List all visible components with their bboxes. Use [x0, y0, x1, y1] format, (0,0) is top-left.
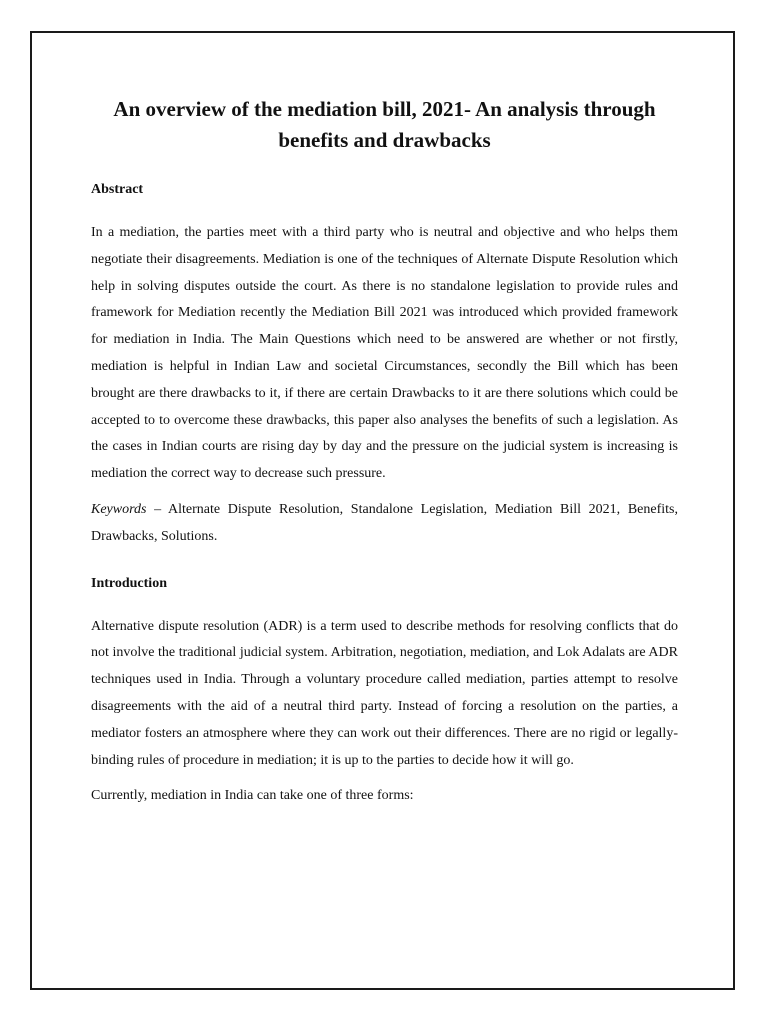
keywords-paragraph: [91, 497, 678, 551]
document-page: [30, 31, 735, 990]
introduction-paragraph-1: Alternative dispute resolution (ADR) is a term used to describe methods for resolving conflicts that do not involve the traditional judicial system. Arbitration, negotiation, mediation, and Lok Adalats are ADR techniques used in India. Through a voluntary procedure called mediation, parties attempt to resolve disagreements with the aid of a neutral third party. Instead of forcing a resolution on the parties, a mediator fosters an atmosphere where they can work out their differences. There are no rigid or legally-binding rules of procedure in mediation; it is up to the parties to decide how it will go.: [91, 618, 678, 768]
keywords-label: Keywords: [91, 501, 147, 517]
page-content: [91, 92, 678, 810]
introduction-heading: Introduction: [91, 575, 167, 591]
abstract-text: In a mediation, the parties meet with a third party who is neutral and objective and who helps them negotiate their disagreements. Mediation is one of the techniques of Alternate Dispute Resolution which help in solving disputes outside the court. As there is no standalone legislation to provide rules and framework for Mediation recently the Mediation Bill 2021 was introduced which provided framework for mediation in India. The Main Questions which need to be answered are whether or not firstly, mediation is helpful in Indian Law and societal Circumstances, secondly the Bill which has been brought are there drawbacks to it, if there are certain Drawbacks to it are there solutions which could be accepted to to overcome these drawbacks, this paper also analyses the benefits of such a legislation. As the cases in Indian courts are rising day by day and the pressure on the judicial system is increasing is mediation the correct way to decrease such pressure.: [91, 225, 678, 482]
abstract-heading: Abstract: [91, 182, 144, 197]
keywords-text: – Alternate Dispute Resolution, Standalone Legislation, Mediation Bill 2021, Benefits, Drawbacks, Solutions.: [91, 501, 678, 544]
paper-title: An overview of the mediation bill, 2021- An analysis through benefits and drawbacks: [113, 97, 656, 152]
introduction-paragraph-2: Currently, mediation in India can take one of three forms:: [91, 788, 414, 804]
